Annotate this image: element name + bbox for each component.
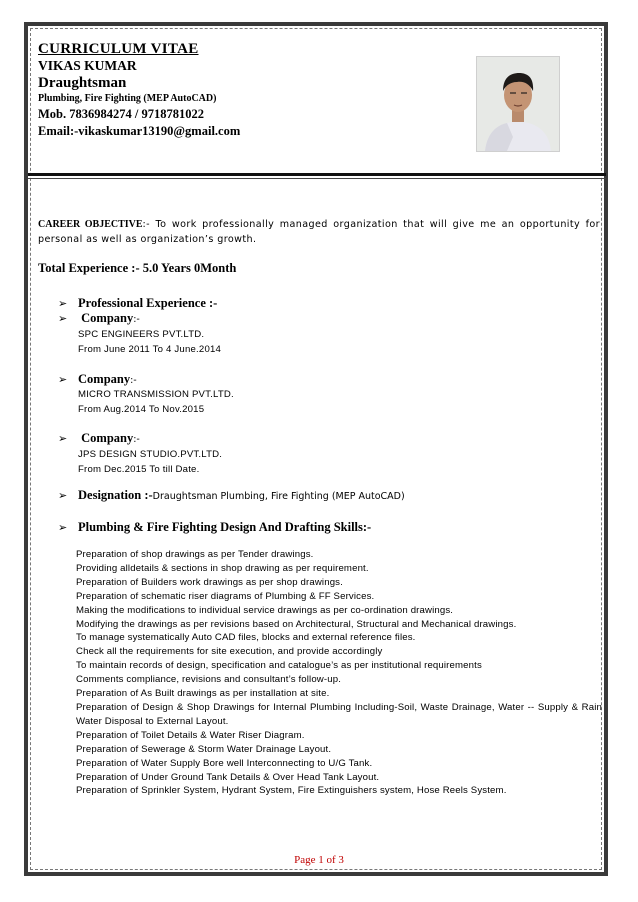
list-item: Preparation of Toilet Details & Water Riser Diagram. (76, 729, 305, 741)
header-divider (28, 173, 606, 176)
company-heading: ➢ Company:- (58, 311, 140, 325)
arrow-bullet-icon: ➢ (58, 432, 68, 445)
skills-heading: ➢ Plumbing & Fire Fighting Design And Drafting Skills:- (58, 520, 372, 534)
list-item: Preparation of Under Ground Tank Details & Over Head Tank Layout. (76, 771, 380, 783)
total-experience: Total Experience :- 5.0 Years 0Month (38, 261, 237, 275)
list-item: Check all the requirements for site execution, and provide accordingly (76, 646, 383, 658)
company-name: MICRO TRANSMISSION PVT.LTD. (78, 389, 234, 400)
page-number: Page 1 of 3 (294, 854, 344, 866)
arrow-bullet-icon: ➢ (58, 489, 68, 502)
company-period: From Aug.2014 To Nov.2015 (78, 404, 205, 415)
company-details (78, 327, 221, 357)
list-item: To maintain records of design, specification and catalogue’s as per institutional requirements (76, 660, 482, 672)
company-name: JPS DESIGN STUDIO.PVT.LTD. (78, 449, 223, 460)
company-heading: ➢ Company:- (58, 372, 137, 386)
company-heading: ➢ Company:- (58, 431, 140, 445)
header (38, 40, 458, 140)
company-details (78, 447, 222, 477)
list-item: Preparation of As Built drawings as per installation at site. (76, 688, 330, 700)
company-details (78, 387, 234, 417)
company-period: From June 2011 To 4 June.2014 (78, 344, 222, 355)
arrow-bullet-icon: ➢ (58, 312, 68, 325)
list-item: Preparation of Sewerage & Storm Water Drainage Layout. (76, 743, 332, 755)
header-divider-thin (28, 178, 606, 179)
list-item: Making the modifications to individual service drawings as per co-ordination drawings. (76, 604, 454, 616)
company-period: From Dec.2015 To till Date. (78, 464, 200, 475)
list-item: Modifying the drawings as per revisions based on Architectural, Structural and Mechanical drawings. (76, 618, 517, 630)
list-item: Preparation of Water Supply Bore well Interconnecting to U/G Tank. (76, 757, 373, 769)
arrow-bullet-icon: ➢ (58, 521, 68, 534)
arrow-bullet-icon: ➢ (58, 373, 68, 386)
professional-experience-heading: ➢ Professional Experience :- (58, 296, 218, 310)
candidate-role: Draughtsman (38, 75, 127, 91)
role-specialization: Plumbing, Fire Fighting (MEP AutoCAD) (38, 93, 217, 104)
list-item: Preparation of schematic riser diagrams of Plumbing & FF Services. (76, 590, 375, 602)
objective-label: CAREER OBJECTIVE (38, 219, 143, 230)
list-item: Providing alldetails & sections in shop drawing as per requirement. (76, 562, 369, 574)
skills-list (76, 548, 602, 798)
list-item: Preparation of Builders work drawings as per shop drawings. (76, 576, 343, 588)
profile-photo (476, 56, 560, 152)
designation: ➢ Designation :-Draughtsman Plumbing, Fire Fighting (MEP AutoCAD) (58, 488, 405, 502)
objective-text: :- To work professionally managed organization that will give me an opportunity for personal as well as organization’s growth. (38, 219, 600, 245)
list-item: Preparation of Sprinkler System, Hydrant System, Fire Extinguishers system, Hose Reels System. (76, 785, 507, 797)
person-silhouette-icon (477, 57, 559, 151)
email-address: Email:-vikaskumar13190@gmail.com (38, 124, 241, 138)
cv-title: CURRICULUM VITAE (38, 41, 199, 57)
company-name: SPC ENGINEERS PVT.LTD. (78, 329, 205, 340)
list-item: Comments compliance, revisions and consultant’s follow-up. (76, 674, 342, 686)
arrow-bullet-icon: ➢ (58, 297, 68, 310)
list-item: To manage systematically Auto CAD files, blocks and external reference files. (76, 632, 416, 644)
mobile-number: Mob. 7836984274 / 9718781022 (38, 107, 204, 121)
candidate-name: VIKAS KUMAR (38, 58, 137, 73)
list-item: Preparation of shop drawings as per Tender drawings. (76, 549, 314, 560)
designation-value: Draughtsman Plumbing, Fire Fighting (MEP AutoCAD) (152, 491, 405, 502)
career-objective (38, 217, 600, 247)
list-item: Preparation of Design & Shop Drawings for Internal Plumbing Including-Soil, Waste Drainage, Water -- Supply & Rain Water Disposal to External Layout. (76, 701, 602, 727)
